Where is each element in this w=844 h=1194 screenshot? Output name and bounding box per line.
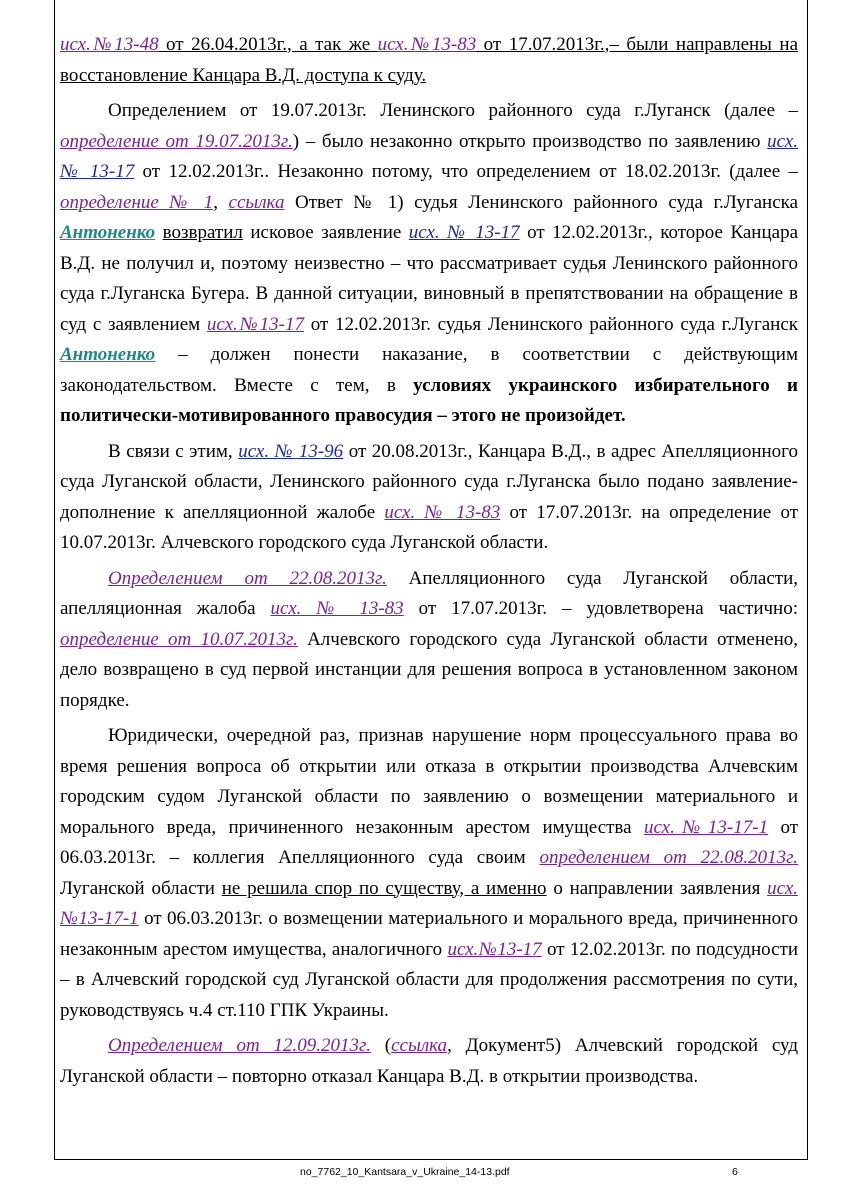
text: ,– были направлены на восстановление Канцара В.Д. <box>60 34 799 86</box>
page-number: 6 <box>732 1166 738 1178</box>
text: от 12.02.2013г.. Незаконно потому, что определением от 18.02.2013г. (далее – <box>134 161 798 182</box>
footer-filename: no_7762_10_Kantsara_v_Ukraine_14-13.pdf <box>300 1166 510 1178</box>
link-antonenko[interactable]: Антоненко <box>60 222 156 243</box>
text: от 17.07.2013г. на определение от 10.07.2013г. Алчевского городского суда Луганской области. <box>60 501 798 553</box>
text: Луганской области <box>60 877 222 899</box>
paragraph-4 <box>60 564 798 717</box>
link-antonenko[interactable]: Антоненко <box>60 344 156 365</box>
text: от 12.02.2013г., которое Канцара В.Д. не получил и, поэтому неизвестно – что рассматривает судья Ленинского районного суда г.Луганска Бугера. В данной ситуации, виновный в препятствовании на обращение в суд с заявлением <box>60 222 799 335</box>
text: Определением от 19.07.2013г. Ленинского районного суда г.Луганск (далее – <box>108 100 798 121</box>
link-ish-13-48[interactable]: исх.№13-48 <box>60 34 159 55</box>
link-definition-19-07[interactable]: определение от 19.07.2013г. <box>60 130 293 152</box>
link-definition-1[interactable]: определение № 1 <box>60 191 214 213</box>
paragraph-3 <box>60 437 798 559</box>
text: ( <box>370 1035 392 1056</box>
link-ish-13-17-1[interactable]: исх.№13-17-1 <box>643 816 769 838</box>
link-ish-13-83[interactable]: исх.№13-83 <box>377 34 477 55</box>
link-ish-13-17[interactable]: исх. № 13-17 <box>408 222 520 243</box>
link-definition-12-09[interactable]: Определением от 12.09.2013г. <box>108 1035 371 1056</box>
link-ish-13-17[interactable]: исх. № 13-17 <box>60 130 798 182</box>
text: от 20.08.2013г., Канцара В.Д., в адрес Апелляционного суда Луганской области, Ленинского районного суда г.Луганска было подано заявление-дополнение к апелляционной жалобе <box>60 440 799 523</box>
link-definition-10-07[interactable]: определение от 10.07.2013г. <box>60 628 298 650</box>
link-reference[interactable]: ссылка <box>228 191 285 213</box>
text: , Документ5) Алчевский городской суд Луганской области – повторно отказал Канцара В.Д. в открытии производства. <box>60 1035 799 1087</box>
paragraph-1 <box>60 30 798 91</box>
link-definition-22-08[interactable]: Определением от 22.08.2013г. <box>108 567 387 589</box>
text: – должен понести наказание, в соответствии с действующим законодательством. Вместе с тем, в <box>60 344 798 396</box>
bottom-rule <box>55 1159 807 1160</box>
link-ish-13-17-1[interactable]: исх.№13-17-1 <box>60 877 799 929</box>
link-ish-13-17[interactable]: исх.№13-17 <box>447 938 542 960</box>
text: от 12.02.2013г. по подсудности – в Алчевский городской суд Луганской области для продолжения рассмотрения по сути, руководствуясь ч.4 ст.110 ГПК Украины. <box>60 938 799 1021</box>
link-ish-13-83[interactable]: исх. № 13-83 <box>270 598 404 619</box>
link-definition-22-08[interactable]: определением от 22.08.2013г. <box>539 847 798 868</box>
text-underlined: не решила спор по существу <box>221 877 460 899</box>
text: от 06.03.2013г. – коллегия Апелляционного суда своим <box>60 816 798 868</box>
text: от 26.04.2013г. <box>158 34 287 55</box>
document-body <box>60 30 798 1092</box>
text: Ответ № 1) судья Ленинского районного суда г.Луганска <box>284 191 799 213</box>
paragraph-5 <box>60 721 798 1026</box>
text: о направлении заявления <box>546 877 768 899</box>
text <box>155 222 162 243</box>
text: от 12.02.2013г. судья Ленинского районного суда г.Луганск <box>303 313 799 335</box>
paragraph-6 <box>60 1031 798 1092</box>
text: , <box>213 191 229 213</box>
text: доступа к суду. <box>299 64 427 86</box>
text: Апелляционного суда Луганской области, апелляционная жалоба <box>60 567 798 619</box>
text-underlined: а именно <box>470 877 547 899</box>
text: , а так же <box>287 34 378 55</box>
text: от 17.07.2013г. <box>476 34 605 55</box>
text: Алчевского городского суда Луганской области отменено, дело возвращено в суд первой инстанции для решения вопроса в установленном законом порядке. <box>60 628 798 711</box>
link-ish-13-96[interactable]: исх. № 13-96 <box>238 440 344 462</box>
text-underlined: возвратил <box>162 222 243 243</box>
text: , <box>459 877 471 899</box>
text-bold: условиях украинского избирательного и политически-мотивированного правосудия – этого не произойдет. <box>60 374 798 426</box>
text: В связи с этим, <box>108 440 239 462</box>
link-ish-13-17[interactable]: исх.№13-17 <box>206 313 304 335</box>
text: ) – было незаконно открыто производство по заявлению <box>292 130 768 152</box>
link-ish-13-83[interactable]: исх. № 13-83 <box>384 501 501 523</box>
link-reference[interactable]: ссылка <box>391 1035 448 1056</box>
text: от 17.07.2013г. – удовлетворена частично: <box>403 598 798 619</box>
text: исковое заявление <box>242 222 409 243</box>
paragraph-2 <box>60 96 798 432</box>
text: от 06.03.2013г. о возмещении материального и морального вреда, причиненного незаконным арестом имущества, аналогичного <box>60 908 798 960</box>
text: Юридически, очередной раз, признав нарушение норм процессуального права во время решения вопроса об открытии или отказа в открытии производства Алчевским городским судом Луганской области по заявлению о возмещении материального и морального вреда, причиненного незаконным арестом имущества <box>60 725 798 838</box>
